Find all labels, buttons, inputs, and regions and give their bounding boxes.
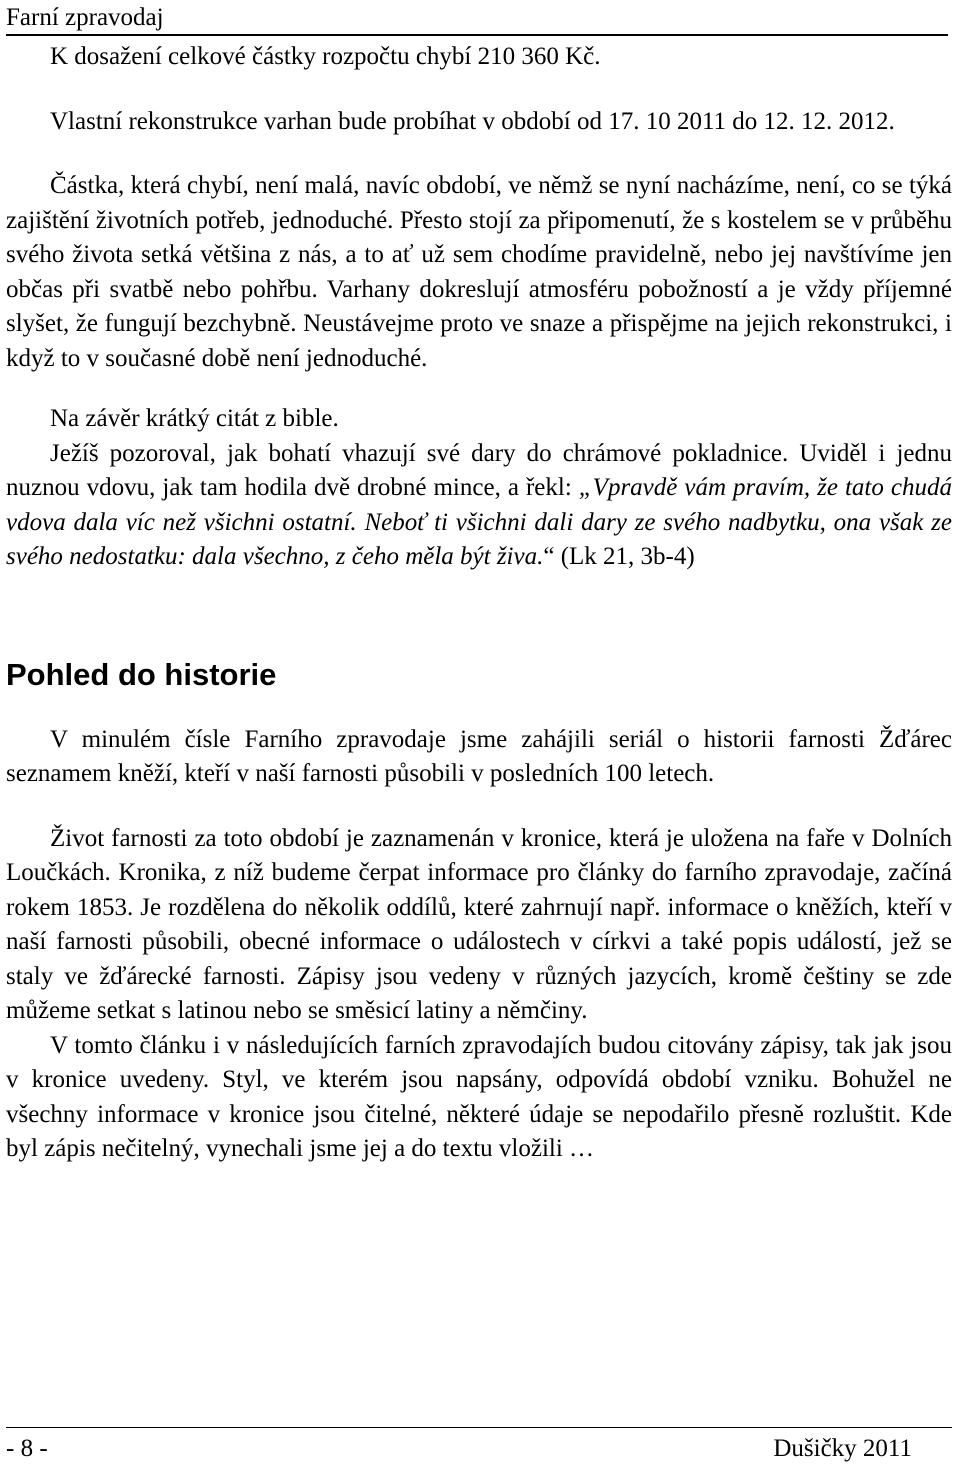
section-heading: Pohled do historie [6,656,277,692]
history-paragraph-3: V tomto článku i v následujících farních zpravodajích budou citovány zápisy, tak jak jsou v kronice uvedeny. Styl, ve kterém jsou napsány, odpovídá období vzniku. Bohužel ne všechny informace v kronice jsou čitelné, některé údaje se nepodařilo přesně rozluštit. Kde byl zápis nečitelný, vynechali jsme jej a do textu vložili … [6,1031,952,1162]
history-paragraph-2: Život farnosti za toto období je zaznamenán v kronice, která je uložena na faře v Dolních Loučkách. Kronika, z níž budeme čerpat informace pro články do farního zpravodaje, začíná rokem 1853. Je rozdělena do několik oddílů, které zahrnují např. informace o kněžích, kteří v naší farnosti působili, obecné informace o událostech v církvi a také popis událostí, jež se staly ve žďárecké farnosti. Zápisy jsou vedeny v různých jazycích, kromě češtiny se zde můžeme setkat s latinou nebo se směsicí latiny a němčiny. [6,824,952,1024]
bible-quote-paragraph [6,437,952,575]
schedule-paragraph: Vlastní rekonstrukce varhan bude probíhat v období od 17. 10 2011 do 12. 12. 2012. [50,107,895,135]
bible-quote-lead: Ježíš pozoroval, jak bohatí vhazují své dary do chrámové pokladnice. Uviděl i jednu nuznou vdovu, jak tam hodila dvě drobné mince, a řekl: [6,439,952,501]
bible-intro: Na závěr krátký citát z bible. [50,405,339,432]
page-number: - 8 - [6,1435,48,1462]
issue-label: Dušičky 2011 [773,1435,912,1462]
newsletter-title: Farní zpravodaj [6,4,164,31]
bible-quote-italic: „Vpravdě vám pravím, že tato chudá vdova dala víc než všichni ostatní. Neboť ti všichni dali dary ze svého nadbytku, ona však ze svého nedostatku: dala všechno, z čeho měla být živa. [6,474,952,570]
page-header [6,2,948,36]
appeal-paragraph: Částka, která chybí, není malá, navíc období, ve němž se nyní nacházíme, není, co se týká zajištění životních potřeb, jednoduché. Přesto stojí za připomenutí, že s kostelem se v průběhu svého života setká většina z nás, a to ať už sem chodíme pravidelně, nebo jej navštívíme jen občas při svatbě nebo pohřbu. Varhany dokreslují atmosféru pobožností a je vždy příjemné slyšet, že fungují bezchybně. Neustávejme proto ve snaze a přispějme na jejich rekonstrukci, i když to v současné době není jednoduché. [6,172,952,372]
budget-paragraph: K dosažení celkové částky rozpočtu chybí 210 360 Kč. [50,43,601,70]
bible-quote-reference: “ (Lk 21, 3b-4) [543,543,695,570]
page-content [6,40,952,1167]
history-paragraph-1: V minulém čísle Farního zpravodaje jsme zahájili seriál o historii farnosti Žďárec seznamem kněží, kteří v naší farnosti působili v posledních 100 letech. [6,725,952,787]
page-footer [6,1427,952,1466]
